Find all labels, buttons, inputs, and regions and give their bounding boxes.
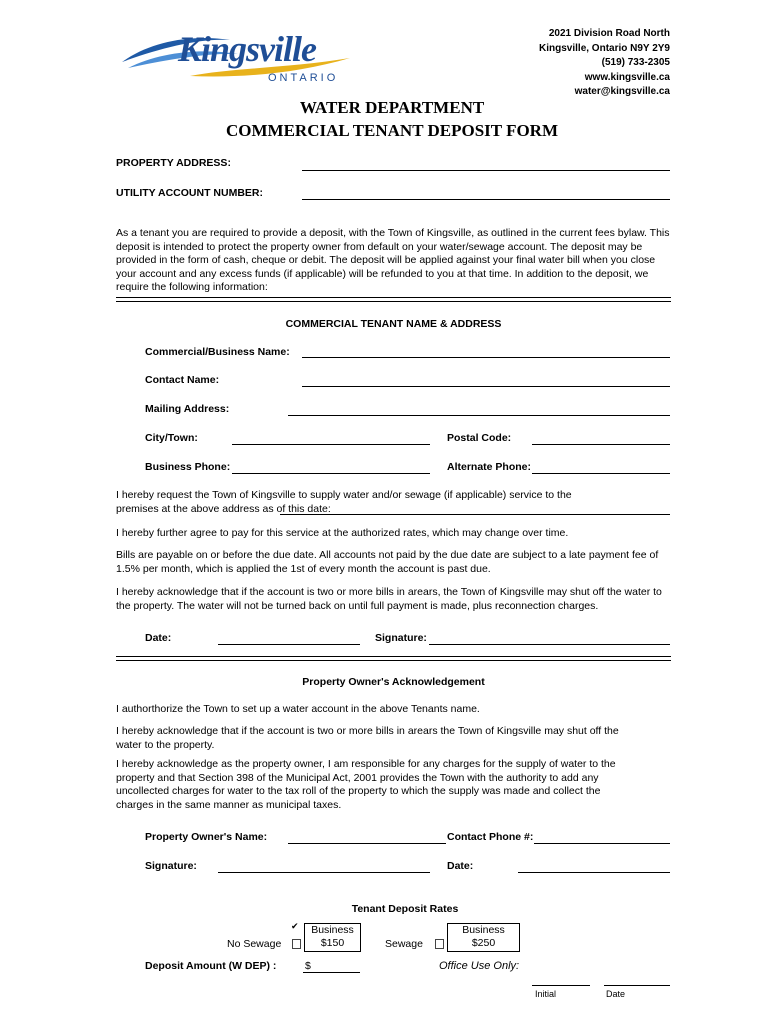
property-address-field[interactable] [302,170,670,171]
city-town-label: City/Town: [145,432,198,444]
sewage-box-label: Business [462,924,505,936]
tenant-signature-field[interactable] [429,644,670,645]
contact-city: Kingsville, Ontario N9Y 2Y9 [539,42,670,54]
kingsville-logo [120,28,355,88]
contact-website: www.kingsville.ca [584,71,670,83]
owner-signature-field[interactable] [218,872,430,873]
title-line-1: WATER DEPARTMENT [299,98,485,117]
owner-authorize-text: I authorthorize the Town to set up a water account in the above Tenants name. [116,703,480,715]
logo-brand-text: Kingsville [178,29,317,69]
contact-street: 2021 Division Road North [548,28,670,39]
no-sewage-label: No Sewage [227,938,282,950]
owner-section-heading: Property Owner's Acknowledgement [302,676,485,688]
sewage-checkbox[interactable] [435,939,444,949]
no-sewage-amount: $150 [320,937,345,949]
page-title [0,96,770,142]
sewage-label: Sewage [385,938,423,950]
no-sewage-checkbox[interactable] [292,939,301,949]
deposit-amount-label: Deposit Amount (W DEP) : [145,960,277,972]
owner-signature-label: Signature: [145,860,197,872]
mailing-address-field[interactable] [288,415,670,416]
sewage-rate-box [447,923,520,952]
tenant-signature-label: Signature: [375,632,427,644]
agreement-rates: I hereby further agree to pay for this service at the authorized rates, which may change over time. [116,527,569,539]
utility-account-field[interactable] [302,199,670,200]
tenant-date-label: Date: [145,632,172,644]
agreement-request: I hereby request the Town of Kingsville to supply water and/or sewage (if applicable) service to the premises at the above address as of this date: [116,489,572,515]
no-sewage-box-label: Business [311,924,354,936]
postal-code-label: Postal Code: [447,432,512,444]
city-town-field[interactable] [232,444,430,445]
section-divider [116,656,671,661]
postal-code-field[interactable] [532,444,670,445]
alternate-phone-field[interactable] [532,473,670,474]
office-use-label: Office Use Only: [439,960,520,972]
check-mark-icon: ✔ [291,922,299,932]
deposit-amount-field[interactable] [303,972,360,973]
contact-name-field[interactable] [302,386,670,387]
contact-email: water@kingsville.ca [574,86,670,97]
dollar-sign: $ [305,960,311,972]
tenant-section-heading: COMMERCIAL TENANT NAME & ADDRESS [285,318,502,330]
owner-contact-phone-field[interactable] [534,843,670,844]
alternate-phone-label: Alternate Phone: [447,461,532,473]
mailing-address-label: Mailing Address: [145,403,230,415]
tenant-date-field[interactable] [218,644,360,645]
business-name-label: Commercial/Business Name: [145,346,290,358]
agreement-billing: Bills are payable on or before the due date. All accounts not paid by the due date are subject to a late payment fee of 1.5% per month, which is applied the 1st of every month the account is past due. [116,549,659,575]
utility-account-label: UTILITY ACCOUNT NUMBER: [116,187,263,199]
office-initial-field[interactable] [532,985,590,986]
contact-block [539,27,670,100]
logo-region-text: ONTARIO [268,72,339,84]
property-address-label: PROPERTY ADDRESS: [116,157,231,169]
intro-paragraph: As a tenant you are required to provide a deposit, with the Town of Kingsville, as outlined in the current fees bylaw. This deposit is intended to protect the property owner from default on your water/sewage account. The deposit may be provided in the form of cash, cheque or debit. The deposit will be applied against your final water bill when you close your account and any excess funds (if applicable) will be refunded to you at that time. In addition to the deposit, we require the following information: [116,227,670,293]
section-divider [116,297,671,302]
sewage-amount: $250 [471,937,496,949]
no-sewage-rate-box [304,923,361,952]
agreement-shutoff: I hereby acknowledge that if the account is two or more bills in arears, the Town of Kingsville may shut off the water to the property. The water will not be turned back on until full payment is made, plus reconnection charges. [116,586,662,612]
owner-name-label: Property Owner's Name: [145,831,268,843]
owner-date-field[interactable] [518,872,670,873]
business-phone-label: Business Phone: [145,461,231,473]
owner-responsibility-text: I hereby acknowledge as the property owner, I am responsible for any charges for the supply of water to the property and that Section 398 of the Municipal Act, 2001 provides the Town with the authority to add any uncollected charges for water to the tax roll of the property to which the supply was made and collect the charges in the same manner as municipal taxes. [116,758,616,811]
office-date-field[interactable] [604,985,670,986]
owner-date-label: Date: [447,860,474,872]
start-date-field[interactable] [280,514,670,515]
office-initial-label: Initial [535,989,557,999]
office-date-label: Date [606,989,626,999]
business-name-field[interactable] [302,357,670,358]
owner-contact-phone-label: Contact Phone #: [447,831,534,843]
title-line-2: COMMERCIAL TENANT DEPOSIT FORM [225,121,558,140]
owner-name-field[interactable] [288,843,446,844]
contact-phone: (519) 733-2305 [601,57,670,68]
business-phone-field[interactable] [232,473,430,474]
contact-name-label: Contact Name: [145,374,220,386]
owner-shutoff-text: I hereby acknowledge that if the account is two or more bills in arears the Town of Kingsville may shut off the water to the property. [116,725,619,751]
rates-heading: Tenant Deposit Rates [351,903,459,915]
